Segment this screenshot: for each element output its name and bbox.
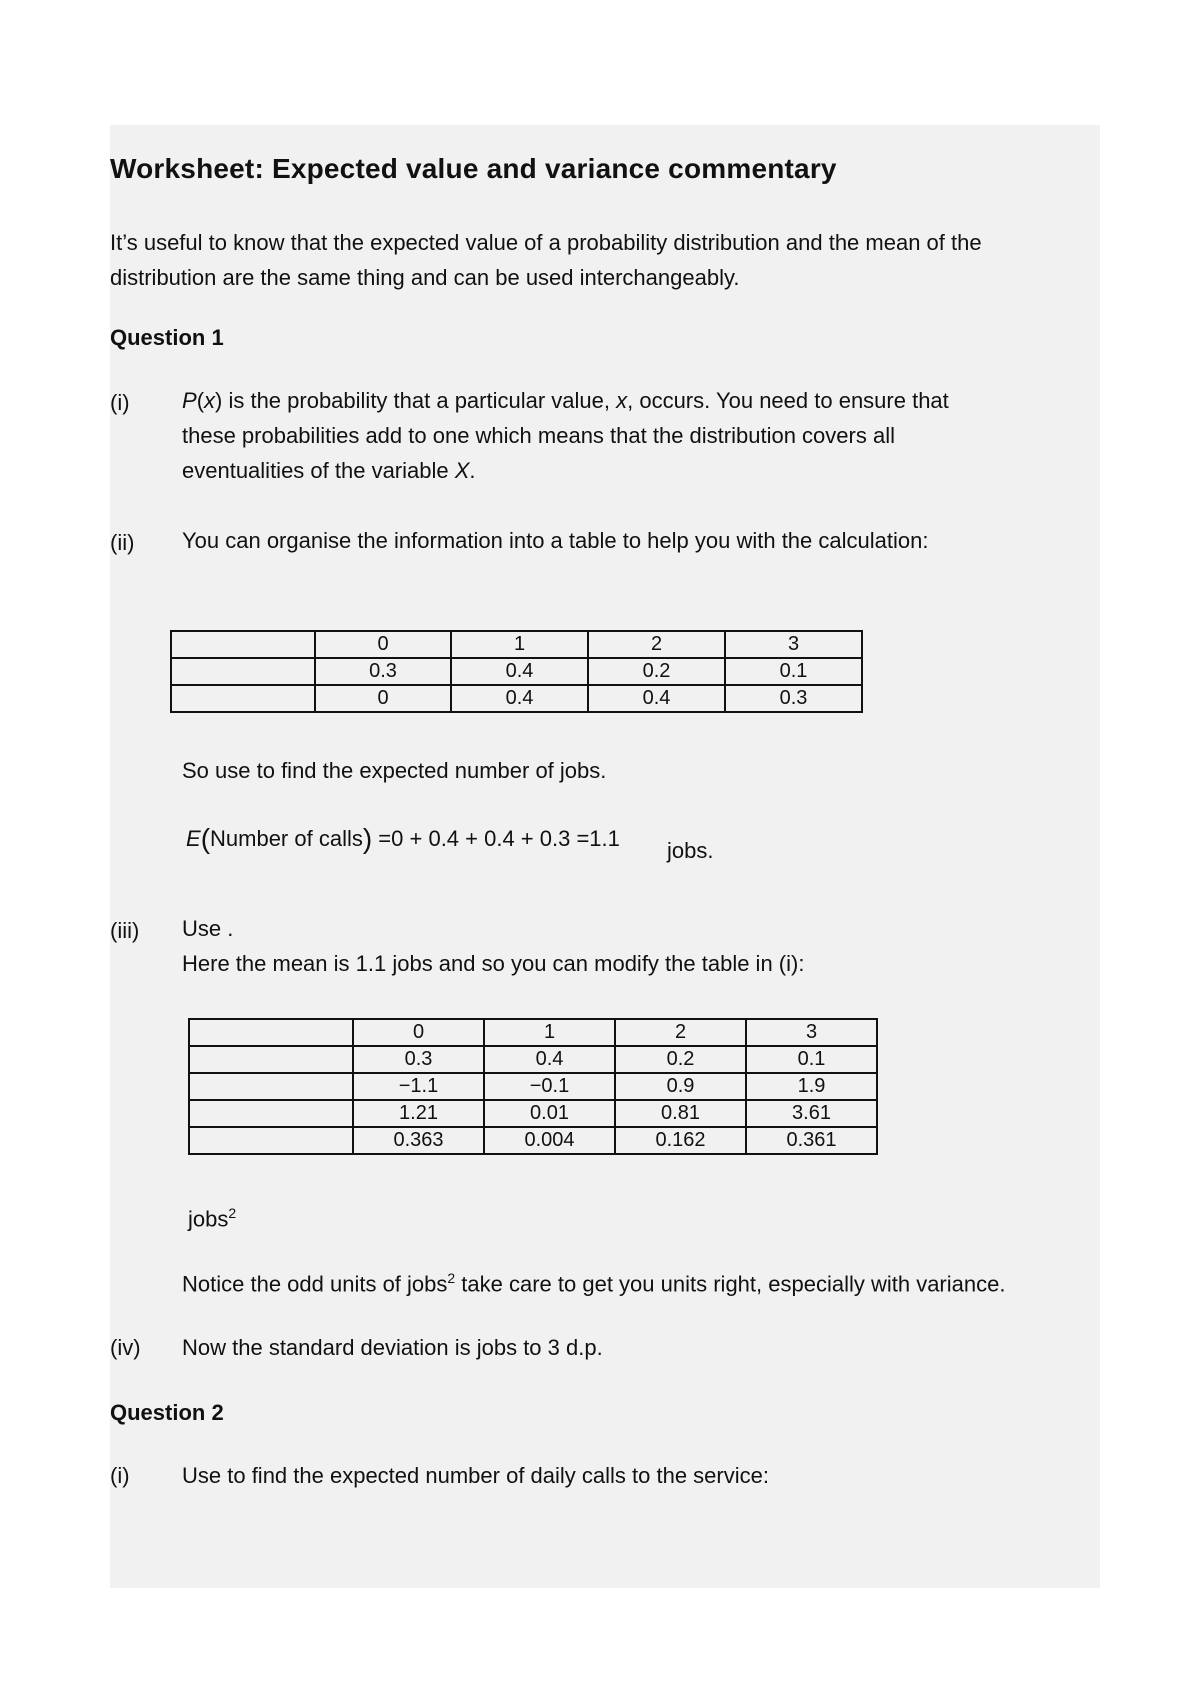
row-header-cell bbox=[189, 1127, 353, 1154]
row-header-cell bbox=[189, 1100, 353, 1127]
table-row bbox=[189, 1046, 877, 1073]
table-cell: 0.363 bbox=[353, 1127, 484, 1154]
table-cell: 0.1 bbox=[746, 1046, 877, 1073]
table-cell: 2 bbox=[588, 631, 725, 658]
eq-paren-close: ) bbox=[362, 823, 373, 854]
table-cell: 0.81 bbox=[615, 1100, 746, 1127]
q1-part-iv-label: (iv) bbox=[110, 1335, 141, 1360]
table-cell: 0.3 bbox=[353, 1046, 484, 1073]
q1-part-i-line-3 bbox=[182, 453, 1082, 488]
table-row bbox=[189, 1073, 877, 1100]
table-cell: 0.4 bbox=[588, 685, 725, 712]
q2-part-i-text: Use to find the expected number of daily calls to the service: bbox=[182, 1463, 769, 1488]
row-header-cell bbox=[189, 1019, 353, 1046]
table-cell: 0.162 bbox=[615, 1127, 746, 1154]
table-cell: 0.3 bbox=[725, 685, 862, 712]
eq-inner-text: Number of calls bbox=[210, 826, 363, 851]
table-cell: 0.2 bbox=[615, 1046, 746, 1073]
table-cell: 1.9 bbox=[746, 1073, 877, 1100]
so-use-text: So use to find the expected number of jobs. bbox=[182, 758, 607, 783]
table-cell: 0.004 bbox=[484, 1127, 615, 1154]
table-cell: 3.61 bbox=[746, 1100, 877, 1127]
intro-paragraph bbox=[110, 225, 982, 295]
table-cell: 2 bbox=[615, 1019, 746, 1046]
paren-open: ( bbox=[196, 388, 205, 413]
intro-line-1: It’s useful to know that the expected value of a probability distribution and the mean of the bbox=[110, 230, 982, 255]
table-cell: 0.4 bbox=[451, 685, 588, 712]
table-cell: 0 bbox=[315, 631, 451, 658]
table-cell: 0.4 bbox=[451, 658, 588, 685]
question-1-heading: Question 1 bbox=[110, 325, 224, 350]
q2-part-i-label: (i) bbox=[110, 1463, 130, 1488]
prob-symbol: P bbox=[182, 388, 197, 413]
table-cell: 3 bbox=[725, 631, 862, 658]
row-header-cell bbox=[189, 1073, 353, 1100]
q1-iii-line-2: Here the mean is 1.1 jobs and so you can modify the table in (i): bbox=[182, 951, 805, 976]
table-row bbox=[189, 1127, 877, 1154]
notice-superscript: 2 bbox=[447, 1270, 456, 1286]
var-x: x bbox=[204, 388, 216, 413]
table-cell: 0.4 bbox=[484, 1046, 615, 1073]
table-cell: 0.9 bbox=[615, 1073, 746, 1100]
q1-part-ii-label: (ii) bbox=[110, 530, 135, 555]
table-cell: −0.1 bbox=[484, 1073, 615, 1100]
jobs-unit: jobs bbox=[188, 1206, 229, 1232]
var-capital-x: X bbox=[454, 458, 470, 483]
variance-table bbox=[188, 1018, 878, 1155]
table-cell: 0.1 bbox=[725, 658, 862, 685]
q1-part-iii-label: (iii) bbox=[110, 918, 140, 943]
table-cell: 1 bbox=[484, 1019, 615, 1046]
table-cell: 1 bbox=[451, 631, 588, 658]
table-cell: 0.361 bbox=[746, 1127, 877, 1154]
table-cell: 0.01 bbox=[484, 1100, 615, 1127]
notice-part-b: take care to get you units right, especially with variance. bbox=[455, 1271, 1006, 1297]
q1-i-text-1: ) is the probability that a particular value, bbox=[215, 388, 617, 413]
notice-part-a: Notice the odd units of jobs bbox=[182, 1271, 448, 1297]
q1-part-i-line-2: these probabilities add to one which means that the distribution covers all bbox=[182, 423, 895, 448]
row-header-cell bbox=[171, 685, 315, 712]
q1-i-text-2: , occurs. You need to ensure that bbox=[627, 388, 949, 413]
q1-part-iv-text: Now the standard deviation is jobs to 3 d.p. bbox=[182, 1335, 603, 1360]
notice-text bbox=[182, 1270, 1005, 1297]
table-row bbox=[171, 658, 862, 685]
table-row bbox=[189, 1100, 877, 1127]
table-row bbox=[171, 685, 862, 712]
q1-part-i-line-1 bbox=[182, 383, 1082, 418]
q1-iii-line-1: Use . bbox=[182, 916, 234, 941]
table-cell: 0 bbox=[315, 685, 451, 712]
expected-value-equation bbox=[186, 823, 620, 855]
eq-expectation-symbol: E bbox=[186, 826, 201, 851]
q1-i-line3a: eventualities of the variable bbox=[182, 458, 455, 483]
probability-table-1 bbox=[170, 630, 863, 713]
eq-unit: jobs. bbox=[667, 838, 714, 863]
table-cell: 1.21 bbox=[353, 1100, 484, 1127]
q1-part-ii-text: You can organise the information into a table to help you with the calculation: bbox=[182, 528, 929, 553]
row-header-cell bbox=[189, 1046, 353, 1073]
table-row bbox=[189, 1019, 877, 1046]
table-cell: 0.3 bbox=[315, 658, 451, 685]
table-row bbox=[171, 631, 862, 658]
table-cell: 0 bbox=[353, 1019, 484, 1046]
question-2-heading: Question 2 bbox=[110, 1400, 224, 1425]
worksheet-page bbox=[110, 125, 1100, 1588]
intro-line-2: distribution are the same thing and can be used interchangeably. bbox=[110, 265, 740, 290]
squared-superscript: 2 bbox=[228, 1205, 237, 1221]
q1-part-i-text bbox=[182, 383, 1082, 488]
page-title: Worksheet: Expected value and variance commentary bbox=[110, 153, 837, 184]
q1-part-i-label: (i) bbox=[110, 390, 130, 415]
table-cell: −1.1 bbox=[353, 1073, 484, 1100]
q1-i-line3b: . bbox=[469, 458, 476, 483]
q1-part-iii-text bbox=[182, 911, 804, 981]
row-header-cell bbox=[171, 658, 315, 685]
table-cell: 3 bbox=[746, 1019, 877, 1046]
var-x-2: x bbox=[616, 388, 628, 413]
table-cell: 0.2 bbox=[588, 658, 725, 685]
variance-unit bbox=[188, 1205, 236, 1232]
eq-right-hand-side: =0 + 0.4 + 0.4 + 0.3 =1.1 bbox=[372, 826, 620, 851]
row-header-cell bbox=[171, 631, 315, 658]
eq-paren-open: ( bbox=[200, 823, 211, 854]
